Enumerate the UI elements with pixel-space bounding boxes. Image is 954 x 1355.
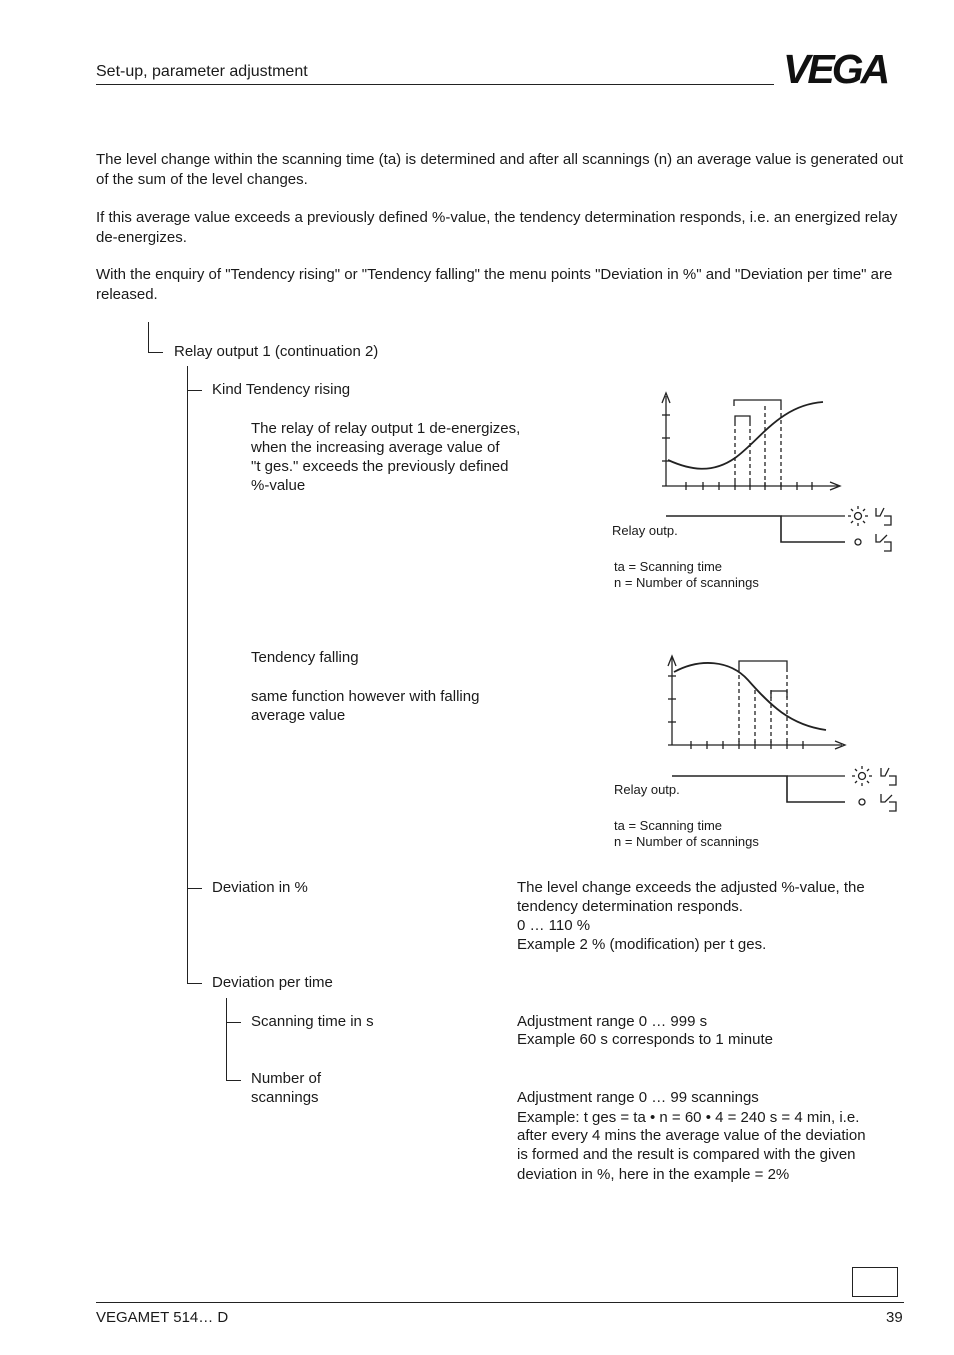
falling-n-bracket (739, 661, 787, 668)
falling-lamp-off-icon (859, 799, 865, 805)
falling-legend-ta: ta = Scanning time (614, 818, 723, 833)
footer-rule (96, 1302, 904, 1303)
rising-legend-n: n = Number of scannings (614, 575, 759, 590)
deviation-pct-detail-3: 0 … 110 % (517, 917, 591, 934)
deviation-pct-detail-1: The level change exceeds the adjusted %-value, the (517, 879, 865, 896)
rising-desc-line-2: when the increasing average value of (251, 439, 500, 456)
falling-desc-line-1: same function however with falling (251, 688, 480, 705)
intro-paragraph-2: If this average value exceeds a previously defined %-value, the tendency determination responds, i.e. an energized relay de-energizes. (96, 209, 898, 246)
intro-paragraph-1: The level change within the scanning time (ta) is determined and after all scannings (n) an average value is generated out of the sum of the level changes. (96, 151, 904, 188)
rising-relay-label: Relay outp. (612, 523, 678, 538)
number-detail-4: is formed and the result is compared with the given (517, 1146, 856, 1163)
rising-legend-ta: ta = Scanning time (614, 559, 723, 574)
menu-deviation-time-label: Deviation per time (212, 974, 333, 991)
rising-desc-line-4: %-value (251, 477, 306, 494)
rising-desc-line-3: "t ges." exceeds the previously defined (251, 458, 509, 475)
scanning-detail-1: Adjustment range 0 … 999 s (517, 1013, 708, 1030)
falling-lamp-on-icon (859, 773, 866, 780)
menu-number-label-1: Number of (251, 1070, 322, 1087)
section-title: Set-up, parameter adjustment (96, 63, 308, 80)
rising-desc-line-1: The relay of relay output 1 de-energizes, (251, 420, 521, 437)
falling-contact-open-icon (881, 768, 889, 776)
falling-relay-label: Relay outp. (614, 782, 680, 797)
page-number: 39 (886, 1309, 903, 1326)
deviation-pct-detail-2: tendency determination responds. (517, 898, 743, 915)
number-detail-1: Adjustment range 0 … 99 scannings (517, 1089, 759, 1106)
falling-relay-signal (672, 776, 845, 802)
menu-kind-label: Kind Tendency rising (212, 381, 351, 398)
falling-ta-bracket (771, 691, 787, 698)
logo-text: VEGA (783, 46, 888, 92)
scanning-detail-2: Example 60 s corresponds to 1 minute (517, 1031, 773, 1048)
intro-paragraph-3: With the enquiry of "Tendency rising" or "Tendency falling" the menu points "Deviation in %" and "Deviation per time" are released. (96, 266, 893, 303)
number-detail-5: deviation in %, here in the example = 2% (517, 1166, 790, 1183)
falling-title: Tendency falling (251, 649, 359, 666)
deviation-pct-detail-4: Example 2 % (modification) per t ges. (517, 936, 767, 953)
footer-product: VEGAMET 514… D (96, 1309, 229, 1326)
menu-deviation-pct-label: Deviation in % (212, 879, 308, 896)
page-marker-box (852, 1267, 898, 1297)
menu-scanning-time-label: Scanning time in s (251, 1013, 374, 1030)
falling-legend-n: n = Number of scannings (614, 834, 759, 849)
falling-contact-closed-icon (881, 794, 892, 802)
menu-root-label: Relay output 1 (continuation 2) (174, 343, 379, 360)
number-detail-3: after every 4 mins the average value of the deviation (517, 1127, 866, 1144)
falling-level-curve (674, 663, 826, 730)
menu-number-label-2: scannings (251, 1089, 319, 1106)
falling-desc-line-2: average value (251, 707, 346, 724)
number-detail-2: Example: t ges = ta • n = 60 • 4 = 240 s = 4 min, i.e. (517, 1109, 860, 1126)
